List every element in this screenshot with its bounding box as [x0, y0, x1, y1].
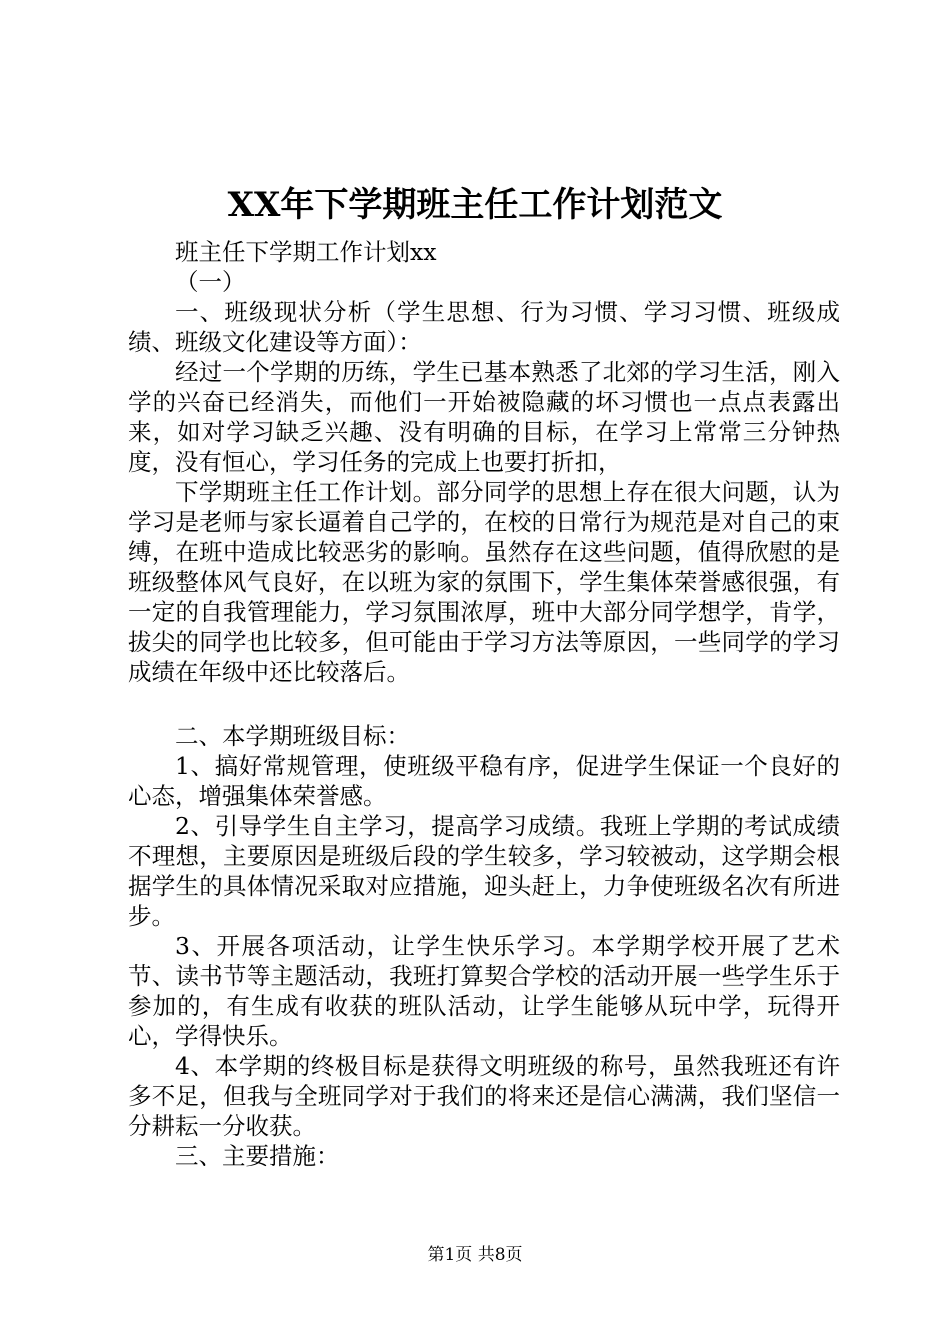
- paragraph-goal-2: 2、引导学生自主学习，提高学习成绩。我班上学期的考试成绩不理想，主要原因是班级后段的学生较多，学习较被动，这学期会根据学生的具体情况采取对应措施，迎头赶上，力争使班级名次有所进步。: [128, 812, 840, 930]
- paragraph-heading-analysis: 一、班级现状分析（学生思想、行为习惯、学习习惯、班级成绩、班级文化建设等方面）：: [128, 298, 840, 356]
- page-footer: 第1页 共8页: [427, 1245, 523, 1265]
- document-body: [128, 237, 840, 1171]
- paragraph-heading-goals: 二、本学期班级目标：: [175, 722, 410, 750]
- document-title: XX年下学期班主任工作计划范文: [227, 185, 723, 225]
- paragraph-subtitle: 班主任下学期工作计划xx: [175, 238, 437, 266]
- paragraph-section-number: （一）: [175, 268, 246, 296]
- paragraph-goal-1: 1、搞好常规管理，使班级平稳有序，促进学生保证一个良好的心态，增强集体荣誉感。: [128, 752, 840, 810]
- paragraph-goal-4: 4、本学期的终极目标是获得文明班级的称号，虽然我班还有许多不足，但我与全班同学对于我们的将来还是信心满满，我们坚信一分耕耘一分收获。: [128, 1052, 840, 1140]
- paragraph-goal-3: 3、开展各项活动，让学生快乐学习。本学期学校开展了艺术节、读书节等主题活动，我班打算契合学校的活动开展一些学生乐于参加的，有生成有收获的班队活动，让学生能够从玩中学，玩得开心，学得快乐。: [128, 932, 840, 1050]
- paragraph-heading-measures: 三、主要措施：: [175, 1142, 340, 1170]
- paragraph-analysis-2: 下学期班主任工作计划。部分同学的思想上存在很大问题，认为学习是老师与家长逼着自己学的，在校的日常行为规范是对自己的束缚，在班中造成比较恶劣的影响。虽然存在这些问题，值得欣慰的是班级整体风气良好，在以班为家的氛围下，学生集体荣誉感很强，有一定的自我管理能力，学习氛围浓厚，班中大部分同学想学，肯学，拔尖的同学也比较多，但可能由于学习方法等原因，一些同学的学习成绩在年级中还比较落后。: [128, 478, 840, 686]
- paragraph-analysis-1: 经过一个学期的历练，学生已基本熟悉了北郊的学习生活，刚入学的兴奋已经消失，而他们一开始被隐藏的坏习惯也一点点表露出来，如对学习缺乏兴趣、没有明确的目标，在学习上常常三分钟热度，没有恒心，学习任务的完成上也要打折扣，: [128, 358, 840, 476]
